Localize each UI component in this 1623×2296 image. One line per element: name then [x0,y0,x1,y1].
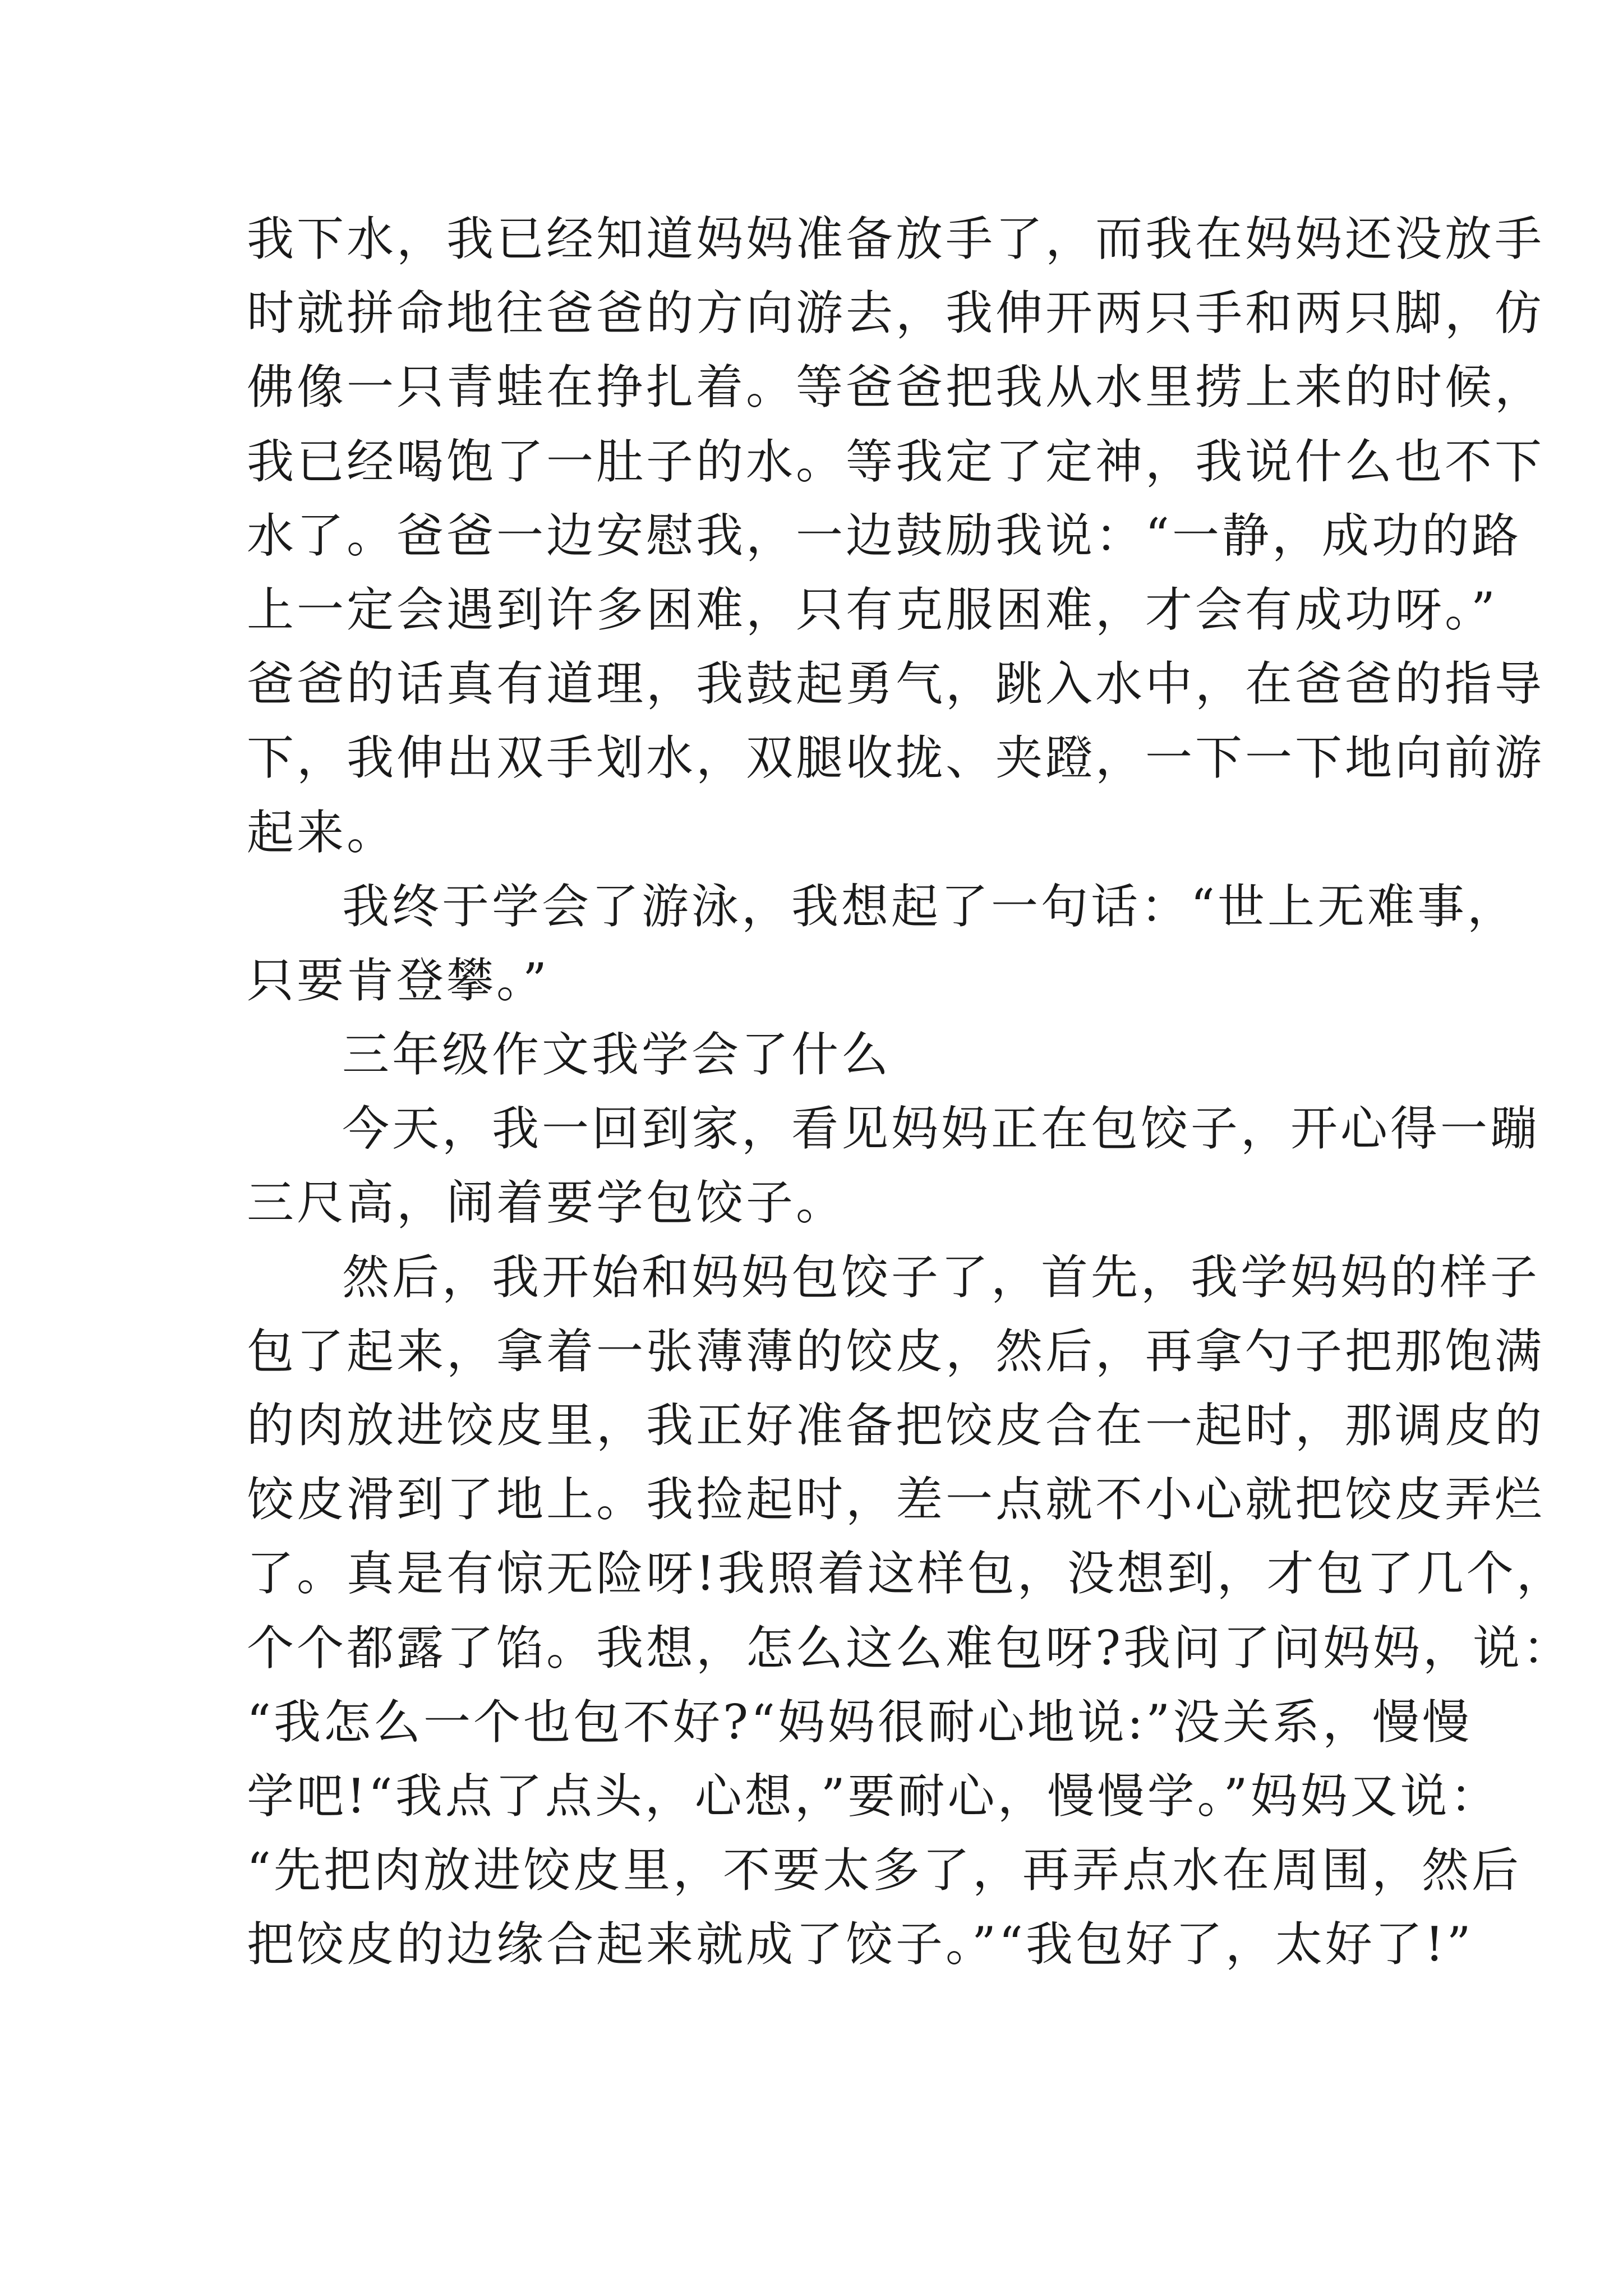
text-line: 的肉放进饺皮里，我正好准备把饺皮合在一起时，那调皮的 [247,1398,1545,1453]
text-line: 上一定会遇到许多困难，只有克服困难，才会有成功呀。” [247,582,1498,637]
text-line: 今天，我一回到家，看见妈妈正在包饺子，开心得一蹦 [342,1101,1541,1157]
text-line: 学吧!“我点了点头，心想，”要耐心，慢慢学。”妈妈又说： [247,1768,1500,1824]
text-line: 三尺高，闹着要学包饺子。 [247,1175,846,1231]
text-line: 时就拼命地往爸爸的方向游去，我伸开两只手和两只脚，仿 [247,286,1545,341]
document-body [247,202,1573,1982]
text-line: 个个都露了馅。我想，怎么这么难包呀?我问了问妈妈，说： [247,1620,1573,1676]
text-line: 只要肯登攀。” [247,953,550,1008]
text-line: 了。真是有惊无险呀!我照着这样包，没想到，才包了几个， [247,1546,1566,1602]
text-line: 饺皮滑到了地上。我捡起时，差一点就不小心就把饺皮弄烂 [247,1472,1545,1527]
text-line: 我下水，我已经知道妈妈准备放手了，而我在妈妈还没放手 [247,211,1545,266]
text-line: 然后，我开始和妈妈包饺子了，首先，我学妈妈的样子 [342,1249,1541,1305]
text-line: 下，我伸出双手划水，双腿收拢、夹蹬，一下一下地向前游 [247,730,1545,786]
text-line: 水了。爸爸一边安慰我，一边鼓励我说：“一静，成功的路 [247,508,1521,563]
text-line: 起来。 [247,804,397,860]
text-line: 我终于学会了游泳，我想起了一句话：“世上无难事， [342,878,1517,934]
text-line: 爸爸的话真有道理，我鼓起勇气，跳入水中，在爸爸的指导 [247,656,1545,712]
text-line: 佛像一只青蛙在挣扎着。等爸爸把我从水里捞上来的时候， [247,360,1545,415]
text-line: 我已经喝饱了一肚子的水。等我定了定神，我说什么也不下 [247,434,1545,489]
text-line: 三年级作文我学会了什么 [342,1027,892,1083]
text-line: “先把肉放进饺皮里，不要太多了，再弄点水在周围，然后 [247,1843,1521,1898]
text-line: 包了起来，拿着一张薄薄的饺皮，然后，再拿勺子把那饱满 [247,1323,1545,1379]
text-line: 把饺皮的边缘合起来就成了饺子。”“我包好了，太好了!” [247,1917,1474,1972]
text-line: “我怎么一个也包不好?“妈妈很耐心地说:”没关系，慢慢 [247,1694,1473,1750]
